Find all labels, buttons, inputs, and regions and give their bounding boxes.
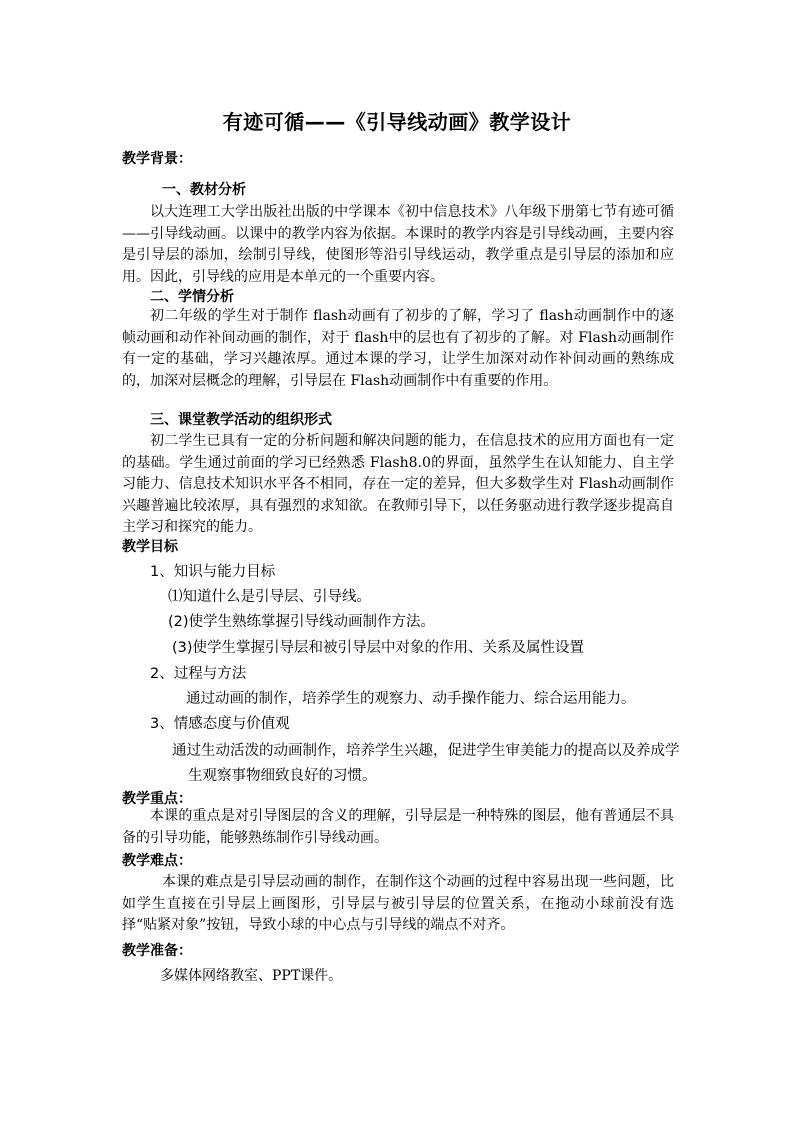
paragraph-student-analysis: 初二年级的学生对于制作 flash动画有了初步的了解，学习了 flash动画制作中的逐帧动画和动作补间动画的制作，对于 flash中的层也有了初步的了解。对 Flash动画制作有一定的基础，学习兴趣浓厚。通过本课的学习，让学生加深对动作补间动画的熟练成的，加深对层概念的理解，引导层在 Flash动画制作中有重要的作用。 (122, 308, 674, 389)
subsection-heading-organization: 三、课堂教学活动的组织形式 (150, 412, 332, 428)
goal-knowledge-ability: 1、知识与能力目标 (150, 564, 276, 580)
section-heading-difficulties: 教学难点： (122, 853, 192, 869)
paragraph-textbook-analysis: 以大连理工大学出版社出版的中学课本《初中信息技术》八年级下册第七节有迹可循——引导线动画。以课中的教学内容为依据。本课时的教学内容是引导线动画，主要内容是引导层的添加，绘制引导线，使图形等沿引导线运动，教学重点是引导层的添加和应用。因此，引导线的应用是本单元的一个重要内容。 (122, 204, 674, 285)
goal-emotion-values: 3、情感态度与价值观 (150, 716, 290, 732)
goal-process-method-text: 通过动画的制作，培养学生的观察力、动手操作能力、综合运用能力。 (186, 691, 636, 707)
paragraph-preparation: 多媒体网络教室、PPT课件。 (160, 968, 343, 984)
goal-item-1: ⑴知道什么是引导层、引导线。 (168, 589, 371, 605)
subsection-heading-textbook-analysis: 一、教材分析 (162, 182, 246, 198)
paragraph-organization: 初二学生已具有一定的分析问题和解决问题的能力，在信息技术的应用方面也有一定的基础。学生通过前面的学习已经熟悉 Flash8.0的界面，虽然学生在认知能力、自主学习能力、信息技术知识水平各不相同，存在一定的差异，但大多数学生对 Flash动画制作兴趣普遍比较浓厚，具有强烈的求知欲。在教师引导下，以任务驱动进行教学逐步提高自主学习和探究的能力。 (122, 433, 674, 536)
subsection-heading-student-analysis: 二、学情分析 (150, 289, 234, 305)
document-title: 有迹可循——《引导线动画》教学设计 (222, 110, 572, 134)
section-heading-goals: 教学目标 (122, 539, 178, 555)
goal-emotion-values-text: 通过生动活泼的动画制作，培养学生兴趣，促进学生审美能力的提高以及养成学生观察事物细致良好的习惯。 (172, 743, 680, 784)
paragraph-key-points: 本课的重点是对引导图层的含义的理解，引导层是一种特殊的图层，他有普通层不具备的引导功能，能够熟练制作引导线动画。 (122, 808, 674, 846)
paragraph-difficulties: 本课的难点是引导层动画的制作，在制作这个动画的过程中容易出现一些问题，比如学生直接在引导层上画图形，引导层与被引导层的位置关系，在拖动小球前没有选择“贴紧对象”按钮，导致小球的中心点与引导线的端点不对齐。 (122, 874, 674, 934)
goal-process-method: 2、过程与方法 (150, 666, 247, 682)
section-heading-background: 教学背景： (122, 151, 192, 167)
section-heading-preparation: 教学准备： (122, 943, 192, 959)
section-heading-key-points: 教学重点： (122, 791, 192, 807)
goal-item-2: (2)使学生熟练掌握引导线动画制作方法。 (168, 614, 436, 630)
goal-item-3: (3)使学生掌握引导层和被引导层中对象的作用、关系及属性设置 (172, 640, 585, 656)
